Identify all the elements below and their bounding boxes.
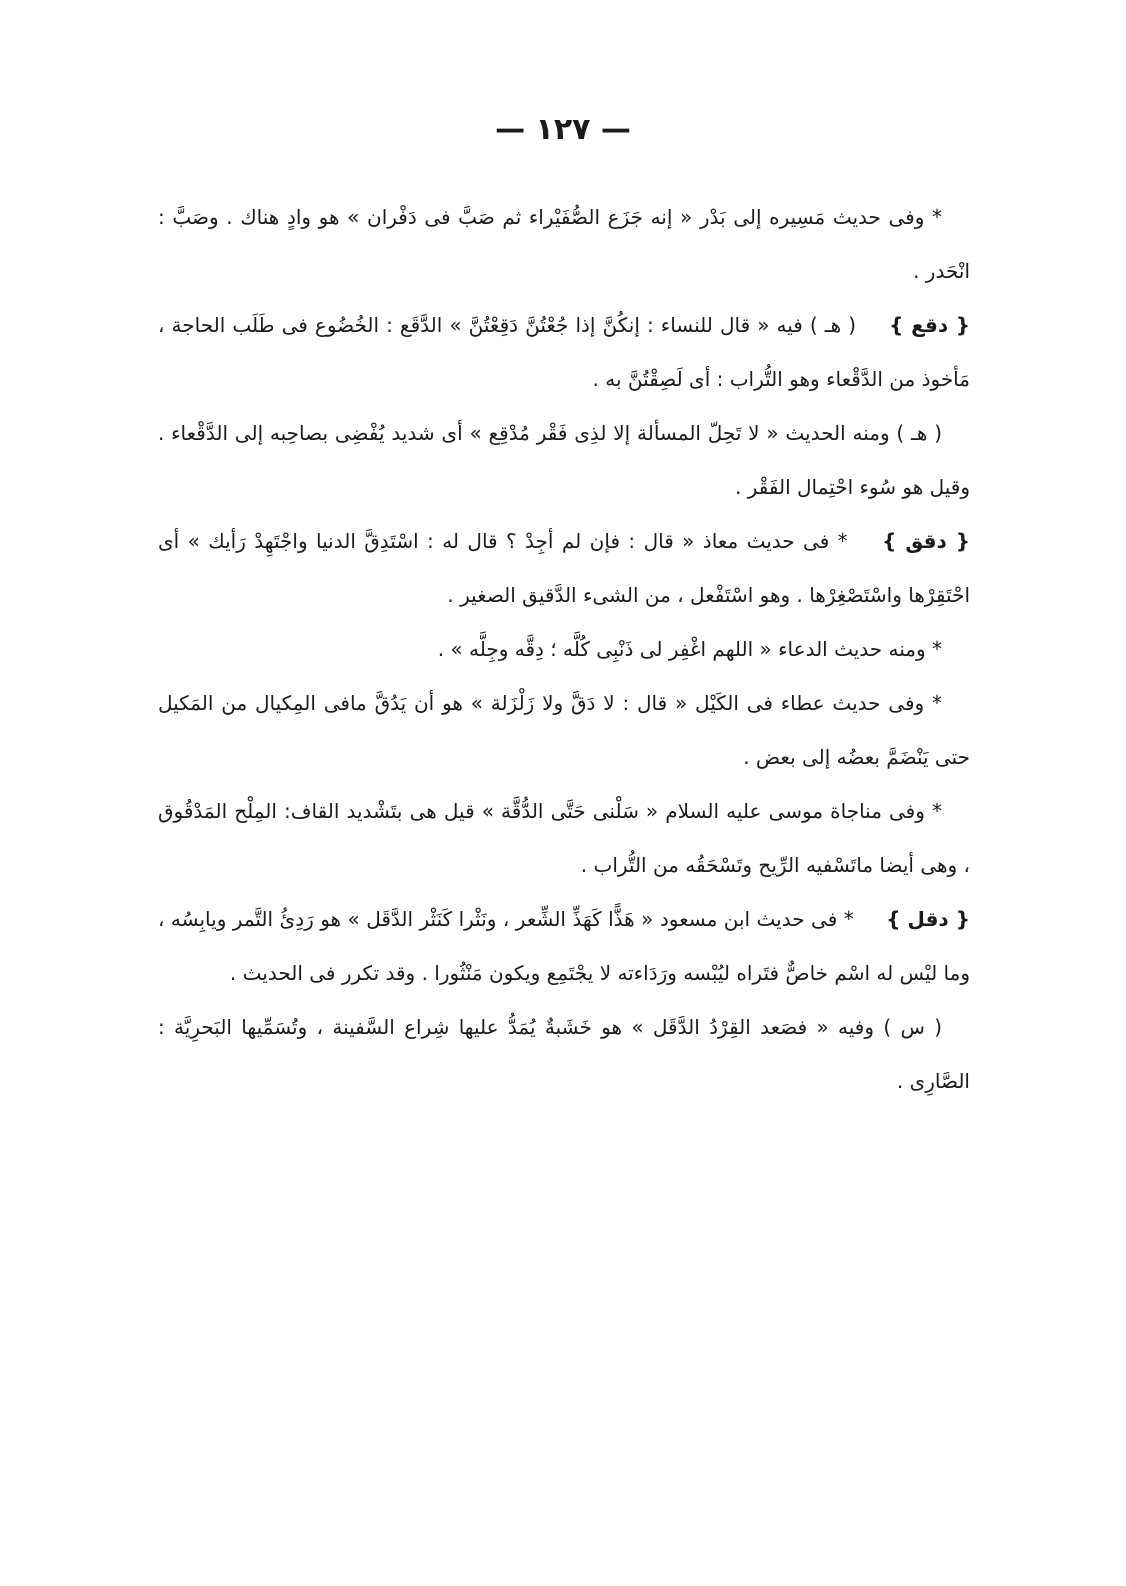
entry-text: * فى حديث معاذ « قال : فإن لم أجِدْ ؟ قال له : اسْتَدِقَّ الدنيا واجْتَهِدْ رَأيك » أى احْتَقِرْها واسْتَصْغِرْها . وهو اسْتَفْعل ، من الشىء الدَّقيق الصغير . (158, 529, 970, 607)
entry-text: * ومنه حديث الدعاء « اللهم اغْفِر لى ذَنْبِى كُلَّه ؛ دِقَّه وجِلَّه » . (437, 637, 942, 661)
entry-paragraph (158, 190, 970, 298)
entry-text: ( س ) وفيه « فصَعد القِرْدُ الدَّقَل » هو خَشَبةٌ يُمَدُّ عليها شِراع السَّفينة ، وتُسَمِّيها البَحرِيَّة : الصَّارِى . (158, 1015, 970, 1093)
entry-text: * فى حديث ابن مسعود « هَذًّا كَهَذِّ الشِّعر ، ونَثْرا كَنَثْر الدَّقَل » هو رَدِئُ التَّمر ويابِسُه ، وما ليْس له اسْم خاصٌّ فتَراه ليُبْسه ورَدَاءته لا يجْتَمِع ويكون مَنْثُورا . وقد تكرر فى الحديث . (158, 907, 970, 985)
entry-paragraph (158, 514, 970, 622)
dictionary-entries (158, 190, 970, 1108)
entry-text: ( هـ ) ومنه الحديث « لا تَحِلّ المسألة إلا لذِى فَقْر مُدْقِع » أى شديد يُفْضِى بصاحِبه إلى الدَّقْعاء . وقيل هو سُوء احْتِمال الفَقْر . (158, 421, 970, 499)
entry-paragraph (158, 1000, 970, 1108)
entry-paragraph (158, 892, 970, 1000)
entry-paragraph (158, 784, 970, 892)
entry-text: * وفى حديث مَسِيره إلى بَدْر « إنه جَزَع الصُّفَيْراء ثم صَبَّ فى دَفْران » هو وادٍ هناك . وصَبَّ : انْحَدر . (158, 205, 970, 283)
entry-text: * وفى حديث عطاء فى الكَيْل « قال : لا دَقَّ ولا زَلْزَلة » هو أن يَدُقَّ مافى المِكيال من المَكيل حتى يَنْضَمَّ بعضُه إلى بعض . (158, 691, 970, 769)
entry-paragraph (158, 406, 970, 514)
entry-paragraph (158, 298, 970, 406)
entry-paragraph (158, 676, 970, 784)
entry-text: * وفى مناجاة موسى عليه السلام « سَلْنى حَتَّى الدُّقَّة » قيل هى بتَشْديد القاف: المِلْح المَدْقُوق ، وهى أيضا ماتَسْفيه الرِّيح وتَسْحَقُه من التُّراب . (158, 799, 970, 877)
entry-paragraph (158, 622, 970, 676)
entry-headword: { دقق } (882, 529, 970, 553)
page-number: — ١٢٧ — (495, 112, 631, 147)
entry-text: ( هـ ) فيه « قال للنساء : إنكُنَّ إذا جُعْتُنَّ دَقِعْتُنَّ » الدَّقَع : الخُضُوع فى طَلَب الحاجة ، مَأخوذ من الدَّقْعاء وهو التُّراب : أى لَصِقْتُنَّ به . (158, 313, 970, 391)
entry-headword: { دقع } (889, 313, 971, 337)
entry-headword: { دقل } (886, 907, 970, 931)
